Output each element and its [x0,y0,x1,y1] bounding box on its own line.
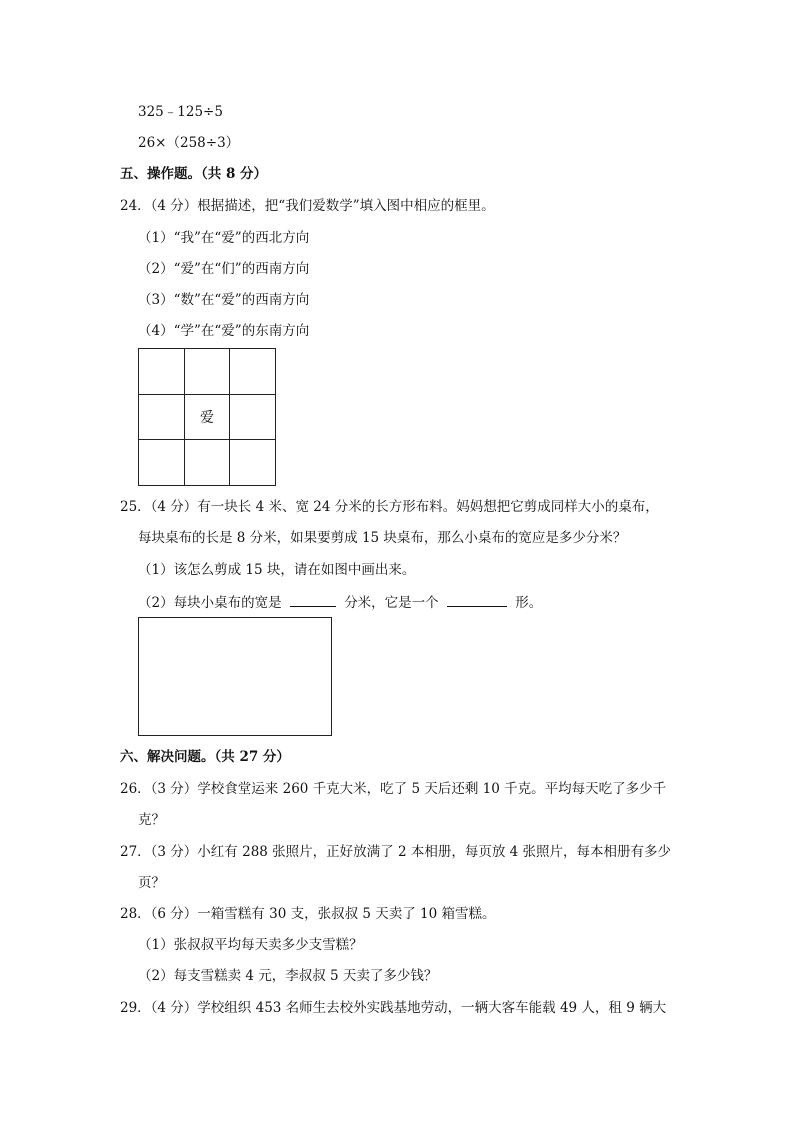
section-6-title: 六、解决问题。（共 27 分） [120,749,290,765]
q28-stem: 28．（6 分）一箱雪糕有 30 支，张叔叔 5 天卖了 10 箱雪糕。 [120,906,496,922]
q25-stem-line-1: 25．（4 分）有一块长 4 米、宽 24 分米的长方形布料。妈妈想把它剪成同样大小的桌布， [120,499,659,515]
q27-line-1: 27．（3 分）小红有 288 张照片，正好放满了 2 本相册，每页放 4 张照片，每本相册有多少 [120,844,672,860]
shape-answer-blank[interactable] [447,592,507,607]
grid-cell[interactable] [230,349,276,395]
grid-cell[interactable] [230,395,276,441]
cloth-rectangle-drawing-area[interactable] [138,617,332,736]
calc-line-2: 26×（258÷3） [138,135,240,151]
q27-line-2: 页？ [138,875,165,891]
grid-cell[interactable] [230,440,276,486]
calc-line-1: 325﹣125÷5 [138,104,223,120]
q28-sub-2: （2）每支雪糕卖 4 元，李叔叔 5 天卖了多少钱？ [138,968,438,984]
grid-cell-center: 爱 [185,395,231,441]
q25-sub-2-text-c: 形。 [515,595,543,611]
q24-item-1: （1）“我”在“爱”的西北方向 [138,230,310,246]
q24-stem: 24．（4 分）根据描述，把“我们爱数学”填入图中相应的框里。 [120,198,495,214]
q24-item-4: （4）“学”在“爱”的东南方向 [138,323,310,339]
direction-grid [138,348,276,486]
grid-cell[interactable] [139,395,185,441]
q24-item-2: （2）“爱”在“们”的西南方向 [138,261,310,277]
q26-line-1: 26．（3 分）学校食堂运来 260 千克大米，吃了 5 天后还剩 10 千克。平均每天吃了多少千 [120,781,667,797]
q28-sub-1: （1）张叔叔平均每天卖多少支雪糕？ [138,937,363,953]
q25-sub-2-text-b: 分米，它是一个 [344,595,439,611]
q25-sub-1: （1）该怎么剪成 15 块，请在如图中画出来。 [138,562,416,578]
q29-line-1: 29．（4 分）学校组织 453 名师生去校外实践基地劳动，一辆大客车能载 49 人，租 9 辆大 [120,1000,667,1016]
q25-sub-2 [138,592,542,612]
grid-cell[interactable] [139,440,185,486]
q26-line-2: 克？ [138,812,165,828]
section-5-title: 五、操作题。（共 8 分） [120,166,268,182]
q25-sub-2-text-a: （2）每块小桌布的宽是 [138,595,282,611]
grid-cell[interactable] [185,440,231,486]
width-answer-blank[interactable] [290,592,336,607]
q24-item-3: （3）“数”在“爱”的西南方向 [138,292,310,308]
grid-cell[interactable] [185,349,231,395]
q25-stem-line-2: 每块桌布的长是 8 分米，如果要剪成 15 块桌布，那么小桌布的宽应是多少分米？ [138,530,627,546]
grid-cell[interactable] [139,349,185,395]
